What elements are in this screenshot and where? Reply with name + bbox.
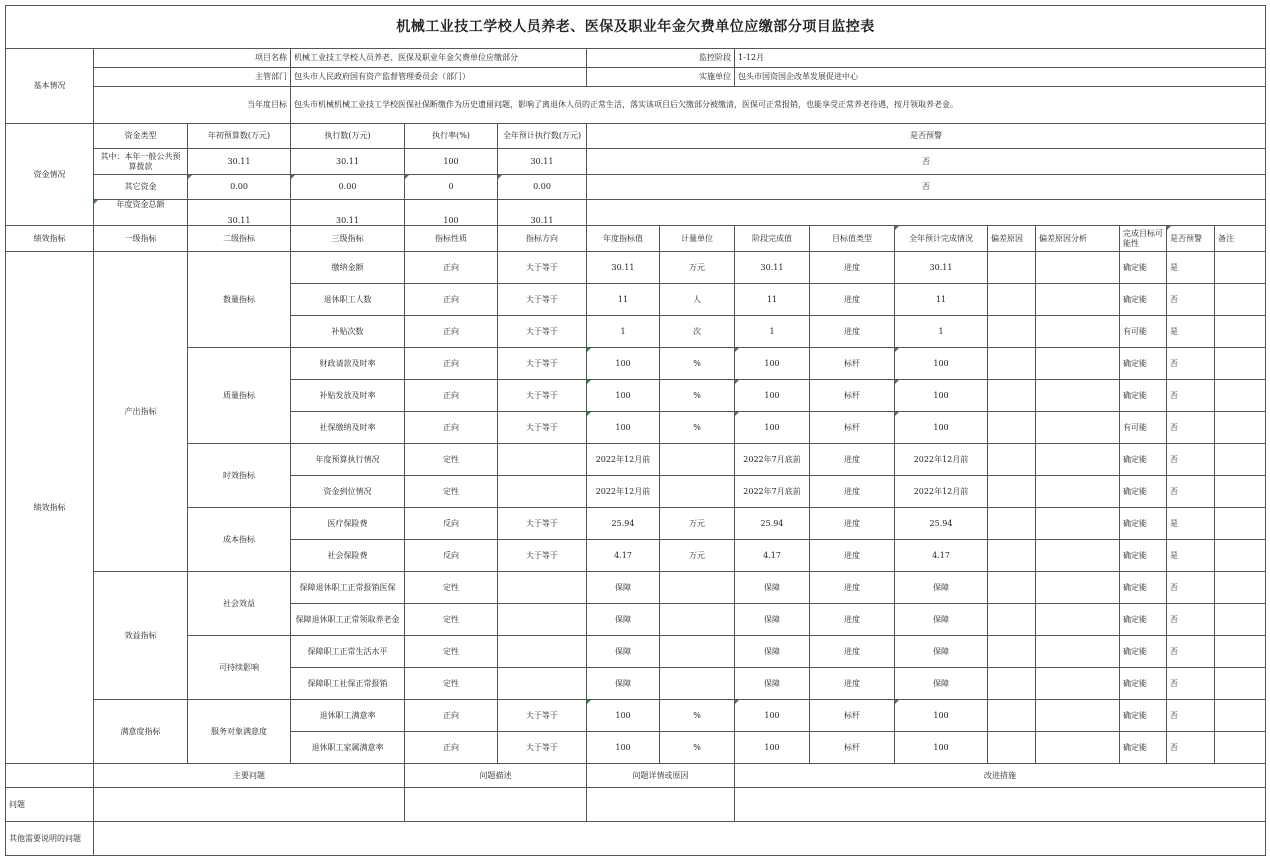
deviation-cell [988,380,1036,412]
level3-cell: 退休职工人数 [291,284,405,316]
unit-cell: 人 [660,284,735,316]
target-cell: 100 [587,380,660,412]
unit-cell: 次 [660,316,735,348]
funds-warn: 否 [587,149,1266,175]
stage-value-cell: 2022年7月底前 [735,476,810,508]
note-cell [1215,380,1266,412]
target-type-cell: 进度 [810,604,895,636]
issues-corner [6,764,94,788]
level2-cost: 成本指标 [188,508,291,572]
possibility-cell: 确定能 [1120,700,1167,732]
level3-cell: 退休职工满意率 [291,700,405,732]
deviation-cell [988,508,1036,540]
target-cell: 2022年12月前 [587,476,660,508]
perf-header: 绩效指标 [6,226,94,252]
deviation-cell [988,476,1036,508]
warning-cell: 是 [1167,508,1215,540]
warning-cell: 否 [1167,284,1215,316]
unit-cell [660,572,735,604]
funds-rate: 100 [405,200,498,226]
warning-cell: 否 [1167,572,1215,604]
monitoring-sheet [5,5,1265,848]
warning-cell: 否 [1167,380,1215,412]
perf-header: 指标方向 [498,226,587,252]
target-cell: 100 [587,348,660,380]
note-cell [1215,284,1266,316]
target-type-cell: 进度 [810,540,895,572]
impl-value: 包头市国资国企改革发展促进中心 [735,68,1266,87]
perf-header: 是否预警 [1167,226,1215,252]
warning-cell: 否 [1167,604,1215,636]
possibility-cell: 确定能 [1120,668,1167,700]
unit-cell: % [660,348,735,380]
target-cell: 25.94 [587,508,660,540]
note-cell [1215,444,1266,476]
stage-value-cell: 100 [735,700,810,732]
target-cell: 保障 [587,604,660,636]
perf-header: 完成目标可能性 [1120,226,1167,252]
level3-cell: 医疗保险费 [291,508,405,540]
stage-value-cell: 100 [735,412,810,444]
nature-cell: 反向 [405,540,498,572]
note-cell [1215,252,1266,284]
nature-cell: 定性 [405,604,498,636]
forecast-cell: 4.17 [895,540,988,572]
perf-header: 偏差原因分析 [1036,226,1120,252]
unit-cell: % [660,380,735,412]
warning-cell: 是 [1167,252,1215,284]
stage-value-cell: 30.11 [735,252,810,284]
note-cell [1215,668,1266,700]
target-type-cell: 标杆 [810,412,895,444]
direction-cell: 大于等于 [498,380,587,412]
funds-header: 是否预警 [587,124,1266,149]
target-type-cell: 进度 [810,636,895,668]
level2-timeliness: 时效指标 [188,444,291,508]
direction-cell: 大于等于 [498,700,587,732]
dept-value: 包头市人民政府国有资产监督管理委员会（部门） [291,68,587,87]
deviation-analysis-cell [1036,380,1120,412]
funds-exec: 0.00 [291,175,405,200]
stage-value-cell: 1 [735,316,810,348]
deviation-analysis-cell [1036,668,1120,700]
stage-value-cell: 100 [735,732,810,764]
level2-quality: 质量指标 [188,348,291,444]
nature-cell: 定性 [405,636,498,668]
possibility-cell: 确定能 [1120,732,1167,764]
forecast-cell: 2022年12月前 [895,444,988,476]
possibility-cell: 确定能 [1120,284,1167,316]
perf-section-label: 绩效指标 [6,252,94,764]
nature-cell: 定性 [405,572,498,604]
level3-cell: 缴纳金额 [291,252,405,284]
nature-cell: 定性 [405,444,498,476]
unit-cell: % [660,412,735,444]
target-cell: 100 [587,412,660,444]
target-type-cell: 标杆 [810,348,895,380]
perf-header: 备注 [1215,226,1266,252]
funds-warn [587,200,1266,226]
forecast-cell: 100 [895,732,988,764]
deviation-cell [988,252,1036,284]
funds-header: 全年预计执行数(万元) [498,124,587,149]
possibility-cell: 确定能 [1120,572,1167,604]
impl-label: 实施单位 [587,68,735,87]
forecast-cell: 1 [895,316,988,348]
target-cell: 保障 [587,668,660,700]
note-cell [1215,732,1266,764]
perf-header: 全年预计完成情况 [895,226,988,252]
direction-cell [498,636,587,668]
warning-cell: 否 [1167,700,1215,732]
level1-satisfaction: 满意度指标 [94,700,188,764]
funds-header: 年初预算数(万元) [188,124,291,149]
stage-value: 1-12月 [735,49,1266,68]
possibility-cell: 确定能 [1120,348,1167,380]
problem-detail-cell [587,788,735,822]
direction-cell [498,572,587,604]
possibility-cell: 确定能 [1120,636,1167,668]
deviation-cell [988,412,1036,444]
funds-forecast: 30.11 [498,149,587,175]
unit-cell: 万元 [660,540,735,572]
forecast-cell: 100 [895,700,988,732]
nature-cell: 正向 [405,380,498,412]
level2-social: 社会效益 [188,572,291,636]
level3-cell: 补贴发放及时率 [291,380,405,412]
possibility-cell: 确定能 [1120,540,1167,572]
unit-cell [660,604,735,636]
possibility-cell: 确定能 [1120,508,1167,540]
deviation-cell [988,316,1036,348]
direction-cell: 大于等于 [498,508,587,540]
project-name-value: 机械工业技工学校人员养老、医保及职业年金欠费单位应缴部分 [291,49,587,68]
other-issues-label: 其他需要说明的问题 [6,822,94,856]
stage-value-cell: 25.94 [735,508,810,540]
unit-cell: % [660,700,735,732]
direction-cell: 大于等于 [498,732,587,764]
note-cell [1215,348,1266,380]
funds-type: 其它资金 [94,175,188,200]
deviation-analysis-cell [1036,316,1120,348]
funds-forecast: 30.11 [498,200,587,226]
perf-header: 计量单位 [660,226,735,252]
problem-label: 问题 [6,788,94,822]
nature-cell: 定性 [405,668,498,700]
direction-cell: 大于等于 [498,252,587,284]
possibility-cell: 确定能 [1120,604,1167,636]
basic-section-label: 基本情况 [6,49,94,124]
deviation-cell [988,540,1036,572]
funds-rate: 0 [405,175,498,200]
note-cell [1215,572,1266,604]
issues-header-detail: 问题详情或原因 [587,764,735,788]
note-cell [1215,412,1266,444]
direction-cell: 大于等于 [498,412,587,444]
forecast-cell: 2022年12月前 [895,476,988,508]
monitoring-table [5,5,1266,856]
direction-cell: 大于等于 [498,284,587,316]
target-type-cell: 进度 [810,668,895,700]
possibility-cell: 确定能 [1120,380,1167,412]
funds-type: 年度资金总额 [94,200,188,226]
level3-cell: 保障退休职工正常报销医保 [291,572,405,604]
funds-budget: 30.11 [188,200,291,226]
stage-label: 监控阶段 [587,49,735,68]
target-type-cell: 进度 [810,252,895,284]
possibility-cell: 确定能 [1120,444,1167,476]
target-type-cell: 标杆 [810,732,895,764]
funds-exec: 30.11 [291,200,405,226]
level3-cell: 保障职工正常生活水平 [291,636,405,668]
funds-warn: 否 [587,175,1266,200]
target-type-cell: 进度 [810,316,895,348]
note-cell [1215,604,1266,636]
warning-cell: 否 [1167,636,1215,668]
note-cell [1215,476,1266,508]
level3-cell: 社会保险费 [291,540,405,572]
forecast-cell: 11 [895,284,988,316]
problem-measure-cell [735,788,1266,822]
stage-value-cell: 4.17 [735,540,810,572]
deviation-analysis-cell [1036,284,1120,316]
direction-cell [498,476,587,508]
unit-cell: 万元 [660,252,735,284]
warning-cell: 否 [1167,668,1215,700]
issues-header-measure: 改进措施 [735,764,1266,788]
deviation-analysis-cell [1036,252,1120,284]
level3-cell: 资金到位情况 [291,476,405,508]
direction-cell: 大于等于 [498,540,587,572]
forecast-cell: 保障 [895,668,988,700]
target-cell: 100 [587,732,660,764]
warning-cell: 是 [1167,316,1215,348]
unit-cell [660,668,735,700]
unit-cell [660,476,735,508]
target-type-cell: 进度 [810,508,895,540]
warning-cell: 否 [1167,348,1215,380]
target-cell: 1 [587,316,660,348]
deviation-analysis-cell [1036,700,1120,732]
target-cell: 保障 [587,636,660,668]
unit-cell: % [660,732,735,764]
level3-cell: 财政请款及时率 [291,348,405,380]
level2-service-satisfaction: 服务对象满意度 [188,700,291,764]
deviation-analysis-cell [1036,508,1120,540]
funds-budget: 30.11 [188,149,291,175]
nature-cell: 正向 [405,412,498,444]
level3-cell: 退休职工家属满意率 [291,732,405,764]
direction-cell: 大于等于 [498,348,587,380]
target-cell: 2022年12月前 [587,444,660,476]
note-cell [1215,508,1266,540]
target-cell: 100 [587,700,660,732]
funds-type: 其中：本年一般公共预算拨款 [94,149,188,175]
target-type-cell: 标杆 [810,700,895,732]
direction-cell [498,668,587,700]
deviation-cell [988,636,1036,668]
problem-main-cell [94,788,405,822]
note-cell [1215,700,1266,732]
funds-budget: 0.00 [188,175,291,200]
target-type-cell: 标杆 [810,380,895,412]
nature-cell: 正向 [405,316,498,348]
warning-cell: 否 [1167,476,1215,508]
warning-cell: 否 [1167,444,1215,476]
level3-cell: 年度预算执行情况 [291,444,405,476]
nature-cell: 反向 [405,508,498,540]
nature-cell: 定性 [405,476,498,508]
forecast-cell: 保障 [895,636,988,668]
stage-value-cell: 100 [735,348,810,380]
direction-cell: 大于等于 [498,316,587,348]
funds-header: 执行数(万元) [291,124,405,149]
perf-header: 年度指标值 [587,226,660,252]
project-name-label: 项目名称 [94,49,291,68]
target-cell: 4.17 [587,540,660,572]
deviation-analysis-cell [1036,412,1120,444]
level3-cell: 保障职工社保正常报销 [291,668,405,700]
nature-cell: 正向 [405,732,498,764]
level2-sustainable: 可持续影响 [188,636,291,700]
possibility-cell: 有可能 [1120,316,1167,348]
possibility-cell: 确定能 [1120,476,1167,508]
possibility-cell: 确定能 [1120,252,1167,284]
unit-cell [660,636,735,668]
nature-cell: 正向 [405,348,498,380]
direction-cell [498,444,587,476]
deviation-analysis-cell [1036,572,1120,604]
deviation-cell [988,284,1036,316]
target-type-cell: 进度 [810,444,895,476]
deviation-cell [988,700,1036,732]
note-cell [1215,636,1266,668]
goal-value: 包头市机械机械工业技工学校医保社保断缴作为历史遗留问题，影响了离退休人员的正常生活，落实该项目后欠缴部分被缴清，医保可正常报销，也能享受正常养老待遇，按月领取养老金。 [291,87,1266,124]
level1-output: 产出指标 [94,252,188,572]
target-cell: 11 [587,284,660,316]
funds-forecast: 0.00 [498,175,587,200]
direction-cell [498,604,587,636]
funds-header: 执行率(%) [405,124,498,149]
forecast-cell: 100 [895,348,988,380]
deviation-analysis-cell [1036,604,1120,636]
forecast-cell: 100 [895,412,988,444]
nature-cell: 正向 [405,284,498,316]
dept-label: 主管部门 [94,68,291,87]
warning-cell: 否 [1167,412,1215,444]
funds-section-label: 资金情况 [6,124,94,226]
stage-value-cell: 11 [735,284,810,316]
goal-label: 当年度目标 [94,87,291,124]
deviation-cell [988,732,1036,764]
deviation-analysis-cell [1036,540,1120,572]
perf-header: 偏差原因 [988,226,1036,252]
target-type-cell: 进度 [810,572,895,604]
note-cell [1215,540,1266,572]
perf-header: 一级指标 [94,226,188,252]
stage-value-cell: 保障 [735,572,810,604]
perf-header: 二级指标 [188,226,291,252]
level2-quantity: 数量指标 [188,252,291,348]
deviation-cell [988,572,1036,604]
level1-benefit: 效益指标 [94,572,188,700]
forecast-cell: 30.11 [895,252,988,284]
funds-rate: 100 [405,149,498,175]
issues-header-desc: 问题描述 [405,764,587,788]
stage-value-cell: 2022年7月底前 [735,444,810,476]
perf-header: 三级指标 [291,226,405,252]
stage-value-cell: 保障 [735,636,810,668]
target-cell: 30.11 [587,252,660,284]
deviation-cell [988,444,1036,476]
forecast-cell: 保障 [895,572,988,604]
level3-cell: 社保缴纳及时率 [291,412,405,444]
level3-cell: 补贴次数 [291,316,405,348]
possibility-cell: 有可能 [1120,412,1167,444]
problem-desc-cell [405,788,587,822]
deviation-analysis-cell [1036,732,1120,764]
deviation-analysis-cell [1036,444,1120,476]
target-type-cell: 进度 [810,284,895,316]
deviation-cell [988,604,1036,636]
perf-header: 阶段完成值 [735,226,810,252]
deviation-cell [988,348,1036,380]
deviation-analysis-cell [1036,636,1120,668]
stage-value-cell: 保障 [735,604,810,636]
perf-header: 目标值类型 [810,226,895,252]
stage-value-cell: 保障 [735,668,810,700]
funds-exec: 30.11 [291,149,405,175]
forecast-cell: 保障 [895,604,988,636]
forecast-cell: 25.94 [895,508,988,540]
funds-header: 资金类型 [94,124,188,149]
stage-value-cell: 100 [735,380,810,412]
deviation-analysis-cell [1036,476,1120,508]
target-cell: 保障 [587,572,660,604]
other-issues-cell [94,822,1266,856]
warning-cell: 否 [1167,732,1215,764]
unit-cell: 万元 [660,508,735,540]
issues-header-main: 主要问题 [94,764,405,788]
page-title: 机械工业技工学校人员养老、医保及职业年金欠费单位应缴部分项目监控表 [6,6,1266,49]
target-type-cell: 进度 [810,476,895,508]
warning-cell: 是 [1167,540,1215,572]
note-cell [1215,316,1266,348]
nature-cell: 正向 [405,252,498,284]
unit-cell [660,444,735,476]
level3-cell: 保障退休职工正常领取养老金 [291,604,405,636]
deviation-cell [988,668,1036,700]
deviation-analysis-cell [1036,348,1120,380]
forecast-cell: 100 [895,380,988,412]
nature-cell: 正向 [405,700,498,732]
perf-header: 指标性质 [405,226,498,252]
